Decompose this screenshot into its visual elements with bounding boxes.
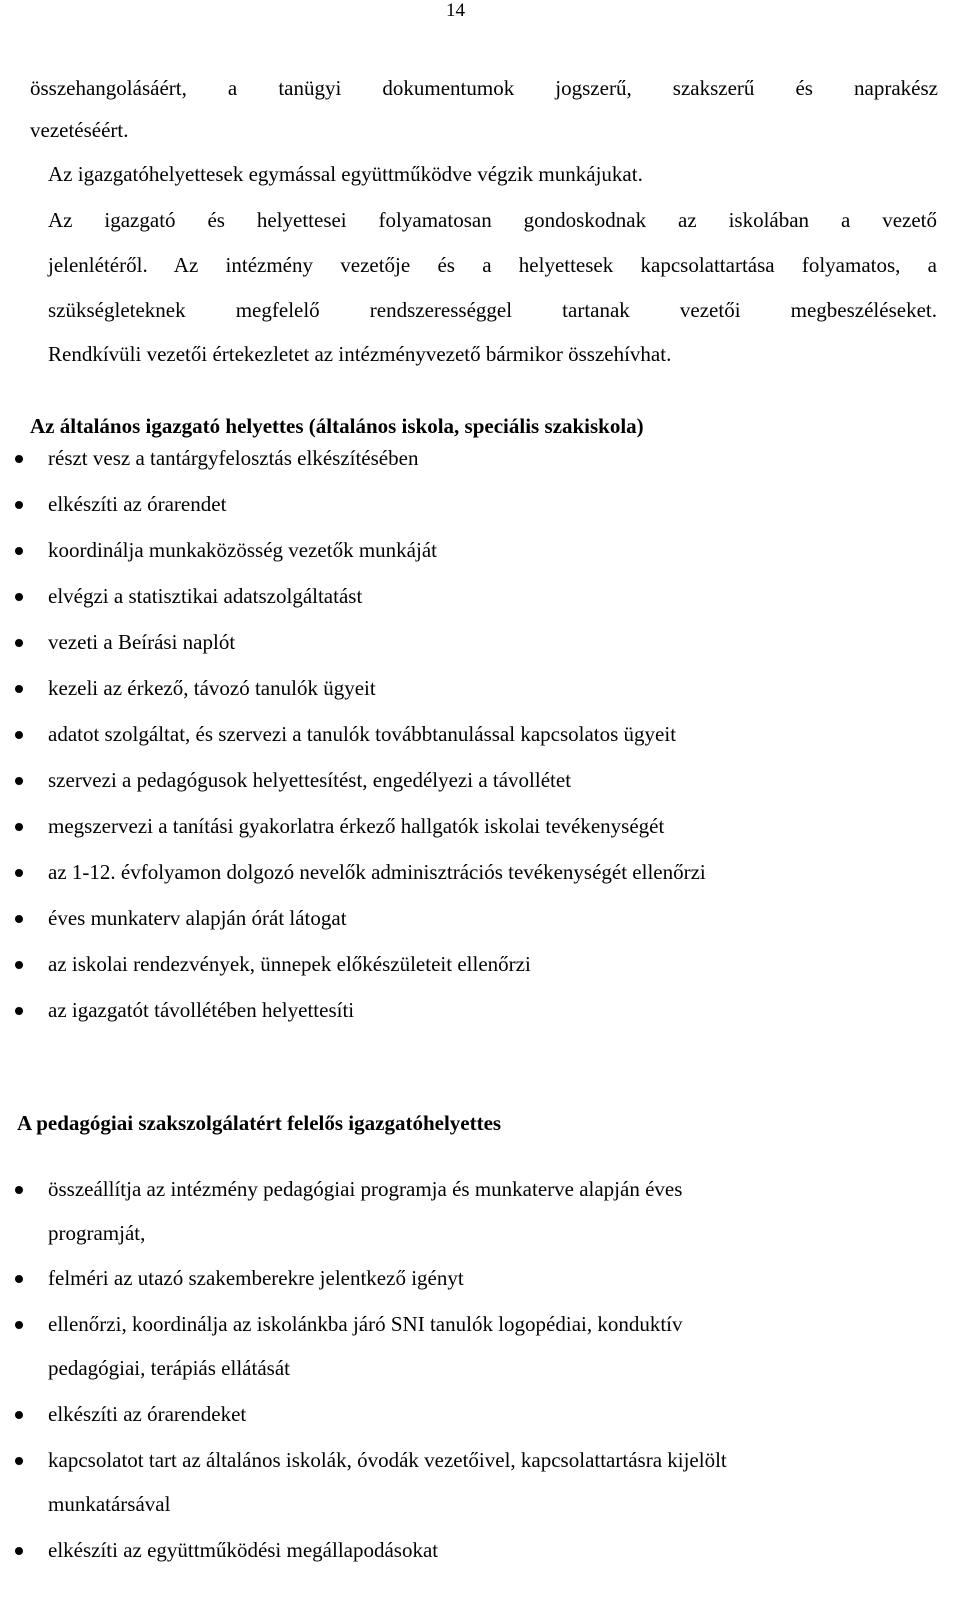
bullet-icon	[15, 1186, 23, 1194]
bullet-icon	[15, 639, 23, 647]
bullet-icon	[15, 869, 23, 877]
page-number: 14	[446, 0, 465, 21]
bullet-icon	[15, 501, 23, 509]
intro-line: Rendkívüli vezetői értekezletet az intézményvezető bármikor összehívhat.	[48, 342, 672, 366]
bullet-icon	[15, 1547, 23, 1555]
intro-line: összehangolásáért, a tanügyi dokumentumok jogszerű, szakszerű és naprakész	[30, 76, 938, 100]
bullet-icon	[15, 1007, 23, 1015]
section-heading: Az általános igazgató helyettes (általános iskola, speciális szakiskola)	[30, 414, 644, 438]
document-page: 14 összehangolásáért, a tanügyi dokumentumok jogszerű, szakszerű és naprakész vezetéséért. Az igazgatóhelyettesek egymással együttműködve végzik munkájukat. Az igazgató és helyettesei folyamatosan gondoskodnak az iskolában a vezető jelenlétéről. Az intézmény vezetője és a helyettesek kapcsolattartása folyamatos, a szükségleteknek megfelelő rendszerességgel tartanak vezetői megbeszéléseket. Rendkívüli vezetői értekezletet az intézményvezető bármikor összehívhat. Az általános igazgató helyettes (általános iskola, speciális szakiskola) részt vesz a tantárgyfelosztás elkészítésében elkészíti az órarendet koordinálja munkaközösség vezetők munkáját elvégzi a statisztikai adatszolgáltatást vezeti a Beírási naplót kezeli az érkező, távozó tanulók ügyeit adatot szolgáltat, és szervezi a tanulók továbbtanulással kapcsolatos ügyeit szervezi a pedagógusok helyettesítést, engedélyezi a távollétet megszervezi a tanítási gyakorlatra érkező hallgatók iskolai tevékenységét az 1-12. évfolyamon dolgozó nevelők adminisztrációs tevékenységét ellenőrzi éves munkaterv alapján órát látogat az iskolai rendezvények, ünnepek előkészületeit ellenőrzi az igazgatót távollétében helyettesíti A pedagógiai szakszolgálatért felelős igazgatóhelyettes összeállítja az intézmény pedagógiai programja és munkaterve alapján éves programját, felméri az utazó szakemberekre jelentkező igényt ellenőrzi, koordinálja az iskolánkba járó SNI tanulók logopédiai, konduktív pedagógiai, terápiás ellátását elkészíti az órarendeket kapcsolatot tart az általános iskolák, óvodák vezetőivel, kapcsolattartásra kijelölt munkatársával elkészíti az együttműködési megállapodásokat	[17, 0, 938, 1562]
intro-line: Az igazgató és helyettesei folyamatosan gondoskodnak az iskolában a vezető	[48, 208, 937, 232]
bullet-icon	[15, 915, 23, 923]
bullet-icon	[15, 685, 23, 693]
bullet-icon	[15, 961, 23, 969]
intro-line: vezetéséért.	[30, 118, 129, 142]
bullet-icon	[15, 455, 23, 463]
bullet-icon	[15, 593, 23, 601]
bullet-icon	[15, 1275, 23, 1283]
bullet-icon	[15, 1457, 23, 1465]
bullet-icon	[15, 1321, 23, 1329]
bullet-icon	[15, 731, 23, 739]
bullet-icon	[15, 1411, 23, 1419]
bullet-icon	[15, 547, 23, 555]
intro-line: jelenlétéről. Az intézmény vezetője és a helyettesek kapcsolattartása folyamatos, a	[48, 253, 937, 277]
bullet-icon	[15, 823, 23, 831]
intro-line: szükségleteknek megfelelő rendszerességgel tartanak vezetői megbeszéléseket.	[48, 298, 937, 322]
intro-line: Az igazgatóhelyettesek egymással együttműködve végzik munkájukat.	[48, 162, 643, 186]
section-heading: A pedagógiai szakszolgálatért felelős igazgatóhelyettes	[17, 1111, 502, 1135]
bullet-icon	[15, 777, 23, 785]
